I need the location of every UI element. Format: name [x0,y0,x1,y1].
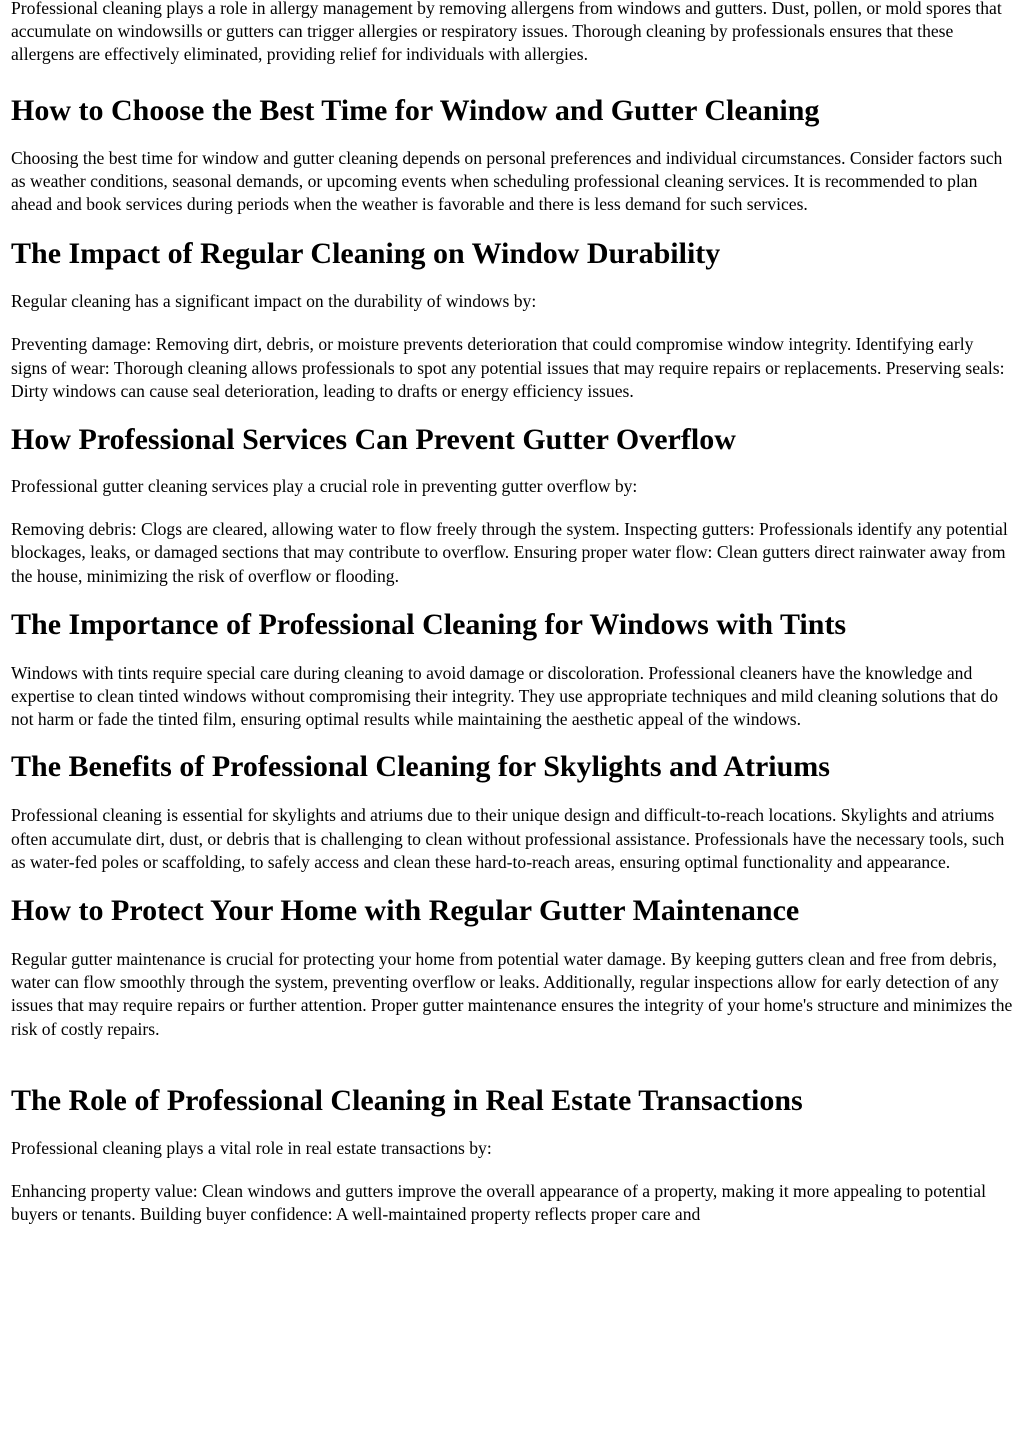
section-paragraph: Choosing the best time for window and gutter cleaning depends on personal preferences and individual circumstances. Consider factors such as weather conditions, seasonal demands, or upcoming events when scheduling professional cleaning services. It is recommended to plan ahead and book services during periods when the weather is favorable and there is less demand for such services. [11,147,1003,215]
section-paragraph: Regular gutter maintenance is crucial for protecting your home from potential water damage. By keeping gutters clean and free from debris, water can flow smoothly through the system, preventing overflow or leaks. Additionally, regular inspections allow for early detection of any issues that may require repairs or further attention. Proper gutter maintenance ensures the integrity of your home's structure and minimizes the risk of costly repairs. [11,949,1013,1039]
section-paragraph: Professional cleaning plays a vital role in real estate transactions by: [11,1137,492,1158]
section-paragraph: Removing debris: Clogs are cleared, allowing water to flow freely through the system. Inspecting gutters: Professionals identify any potential blockages, leaks, or damaged sections that may contribute to overflow. Ensuring proper water flow: Clean gutters direct rainwater away from the house, minimizing the risk of overflow or flooding. [11,519,1008,586]
section-heading-best-time: How to Choose the Best Time for Window and Gutter Cleaning [11,93,820,127]
intro-paragraph: Professional cleaning plays a role in allergy management by removing allergens from windows and gutters. Dust, pollen, or mold spores that accumulate on windowsills or gutters can trigger allergies or respiratory issues. Thorough cleaning by professionals ensures that these allergens are effectively eliminated, providing relief for individuals with allergies. [11,0,1002,65]
section-paragraph: Regular cleaning has a significant impact on the durability of windows by: [11,291,537,312]
section-heading-skylights-atriums: The Benefits of Professional Cleaning for Skylights and Atriums [11,750,830,784]
section-paragraph: Enhancing property value: Clean windows and gutters improve the overall appearance of a property, making it more appealing to potential buyers or tenants. Building buyer confidence: A well-maintained property reflects proper care and [11,1181,986,1225]
section-paragraph: Preventing damage: Removing dirt, debris, or moisture prevents deterioration that could compromise window integrity. Identifying early signs of wear: Thorough cleaning allows professionals to spot any potential issues that may require repairs or replacements. Preserving seals: Dirty windows can cause seal deterioration, leading to drafts or energy efficiency issues. [11,334,1005,401]
section-heading-windows-tints: The Importance of Professional Cleaning for Windows with Tints [11,607,847,641]
section-paragraph: Professional gutter cleaning services play a crucial role in preventing gutter overflow by: [11,476,638,497]
section-heading-window-durability: The Impact of Regular Cleaning on Window Durability [11,237,721,271]
section-heading-gutter-maintenance: How to Protect Your Home with Regular Gutter Maintenance [11,894,800,928]
section-paragraph: Professional cleaning is essential for skylights and atriums due to their unique design and difficult-to-reach locations. Skylights and atriums often accumulate dirt, dust, or debris that is challenging to clean without professional assistance. Professionals have the necessary tools, such as water-fed poles or scaffolding, to safely access and clean these hard-to-reach areas, ensuring optimal functionality and appearance. [11,805,1005,872]
section-heading-real-estate: The Role of Professional Cleaning in Real Estate Transactions [11,1083,803,1117]
section-heading-gutter-overflow: How Professional Services Can Prevent Gutter Overflow [11,423,736,457]
section-paragraph: Windows with tints require special care during cleaning to avoid damage or discoloration. Professional cleaners have the knowledge and expertise to clean tinted windows without compromising their integrity. They use appropriate techniques and mild cleaning solutions that do not harm or fade the tinted film, ensuring optimal results while maintaining the aesthetic appeal of the windows. [11,662,998,730]
